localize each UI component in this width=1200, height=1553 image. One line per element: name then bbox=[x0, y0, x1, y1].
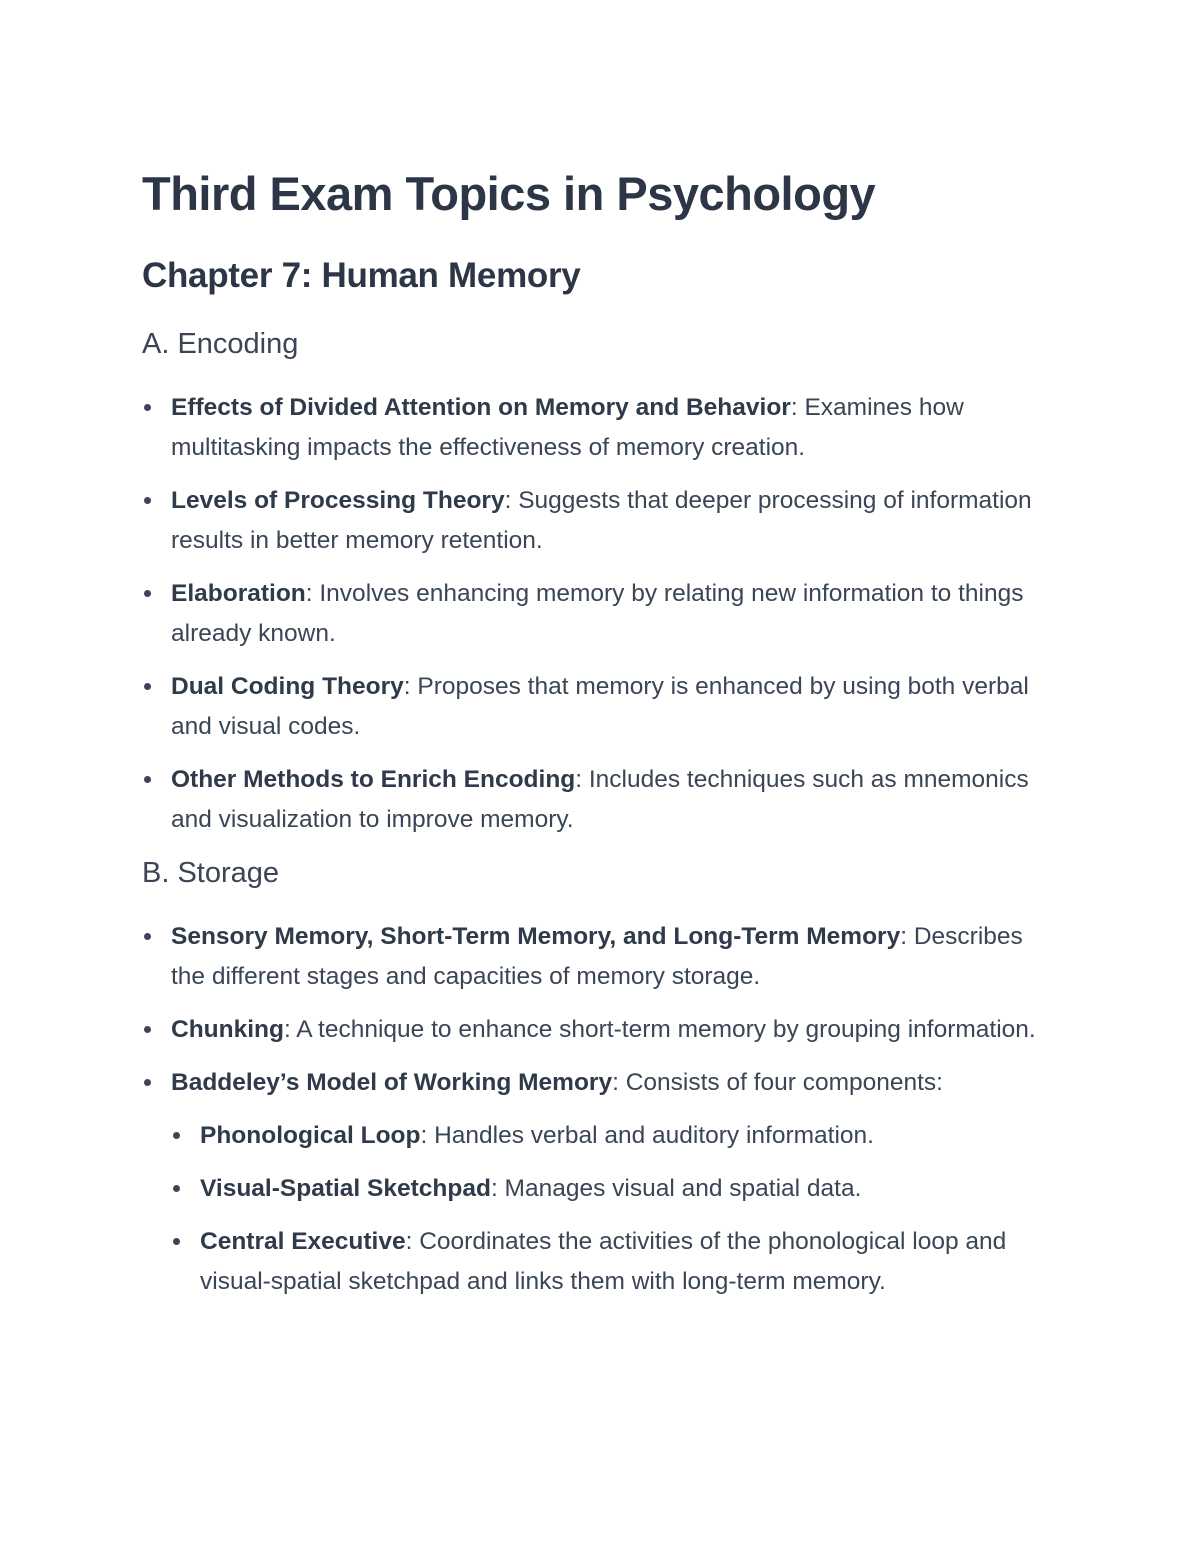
topic-term: Dual Coding Theory bbox=[171, 673, 404, 700]
list-item bbox=[142, 388, 1062, 468]
topic-description: : Involves enhancing memory by relating new information to things already known. bbox=[171, 580, 1024, 647]
list-item bbox=[142, 1063, 1062, 1302]
sub-list-item bbox=[171, 1169, 1062, 1209]
topic-description: : Includes techniques such as mnemonics and visualization to improve memory. bbox=[171, 766, 1029, 833]
section-heading-encoding: A. Encoding bbox=[142, 328, 299, 360]
document-title: Third Exam Topics in Psychology bbox=[142, 167, 876, 220]
topic-term: Levels of Processing Theory bbox=[171, 487, 505, 514]
topic-term: Visual-Spatial Sketchpad bbox=[200, 1175, 491, 1202]
topic-term: Central Executive bbox=[200, 1228, 406, 1255]
topic-description: : Manages visual and spatial data. bbox=[490, 1175, 862, 1202]
topic-description: : Suggests that deeper processing of information results in better memory retention. bbox=[171, 487, 1032, 554]
topic-term: Baddeley’s Model of Working Memory bbox=[171, 1069, 613, 1096]
sub-list-item bbox=[171, 1222, 1062, 1302]
topic-description: : Proposes that memory is enhanced by using both verbal and visual codes. bbox=[171, 673, 1029, 740]
list-item bbox=[142, 760, 1062, 840]
chapter-heading: Chapter 7: Human Memory bbox=[142, 256, 581, 295]
working-memory-components-list bbox=[171, 1116, 1062, 1302]
topic-description: : Coordinates the activities of the phonological loop and visual-spatial sketchpad and links them with long-term memory. bbox=[200, 1228, 1007, 1295]
topic-description: : Describes the different stages and capacities of memory storage. bbox=[171, 923, 1023, 990]
section-heading-storage: B. Storage bbox=[142, 857, 280, 889]
sub-list-item bbox=[171, 1116, 1062, 1156]
list-item bbox=[142, 574, 1062, 654]
list-item bbox=[142, 481, 1062, 561]
encoding-topic-list bbox=[142, 388, 1062, 853]
list-item bbox=[142, 1010, 1062, 1050]
topic-term: Chunking bbox=[171, 1016, 284, 1043]
topic-description: : Consists of four components: bbox=[612, 1069, 943, 1096]
topic-term: Sensory Memory, Short-Term Memory, and Long-Term Memory bbox=[171, 923, 901, 950]
topic-term: Phonological Loop bbox=[200, 1122, 421, 1149]
list-item bbox=[142, 917, 1062, 997]
topic-description: : Examines how multitasking impacts the effectiveness of memory creation. bbox=[171, 394, 964, 461]
topic-description: : Handles verbal and auditory information. bbox=[420, 1122, 874, 1149]
topic-term: Elaboration bbox=[171, 580, 306, 607]
storage-topic-list bbox=[142, 917, 1062, 1315]
topic-term: Effects of Divided Attention on Memory and Behavior bbox=[171, 394, 791, 421]
list-item bbox=[142, 667, 1062, 747]
topic-description: : A technique to enhance short-term memory by grouping information. bbox=[283, 1016, 1036, 1043]
topic-term: Other Methods to Enrich Encoding bbox=[171, 766, 576, 793]
